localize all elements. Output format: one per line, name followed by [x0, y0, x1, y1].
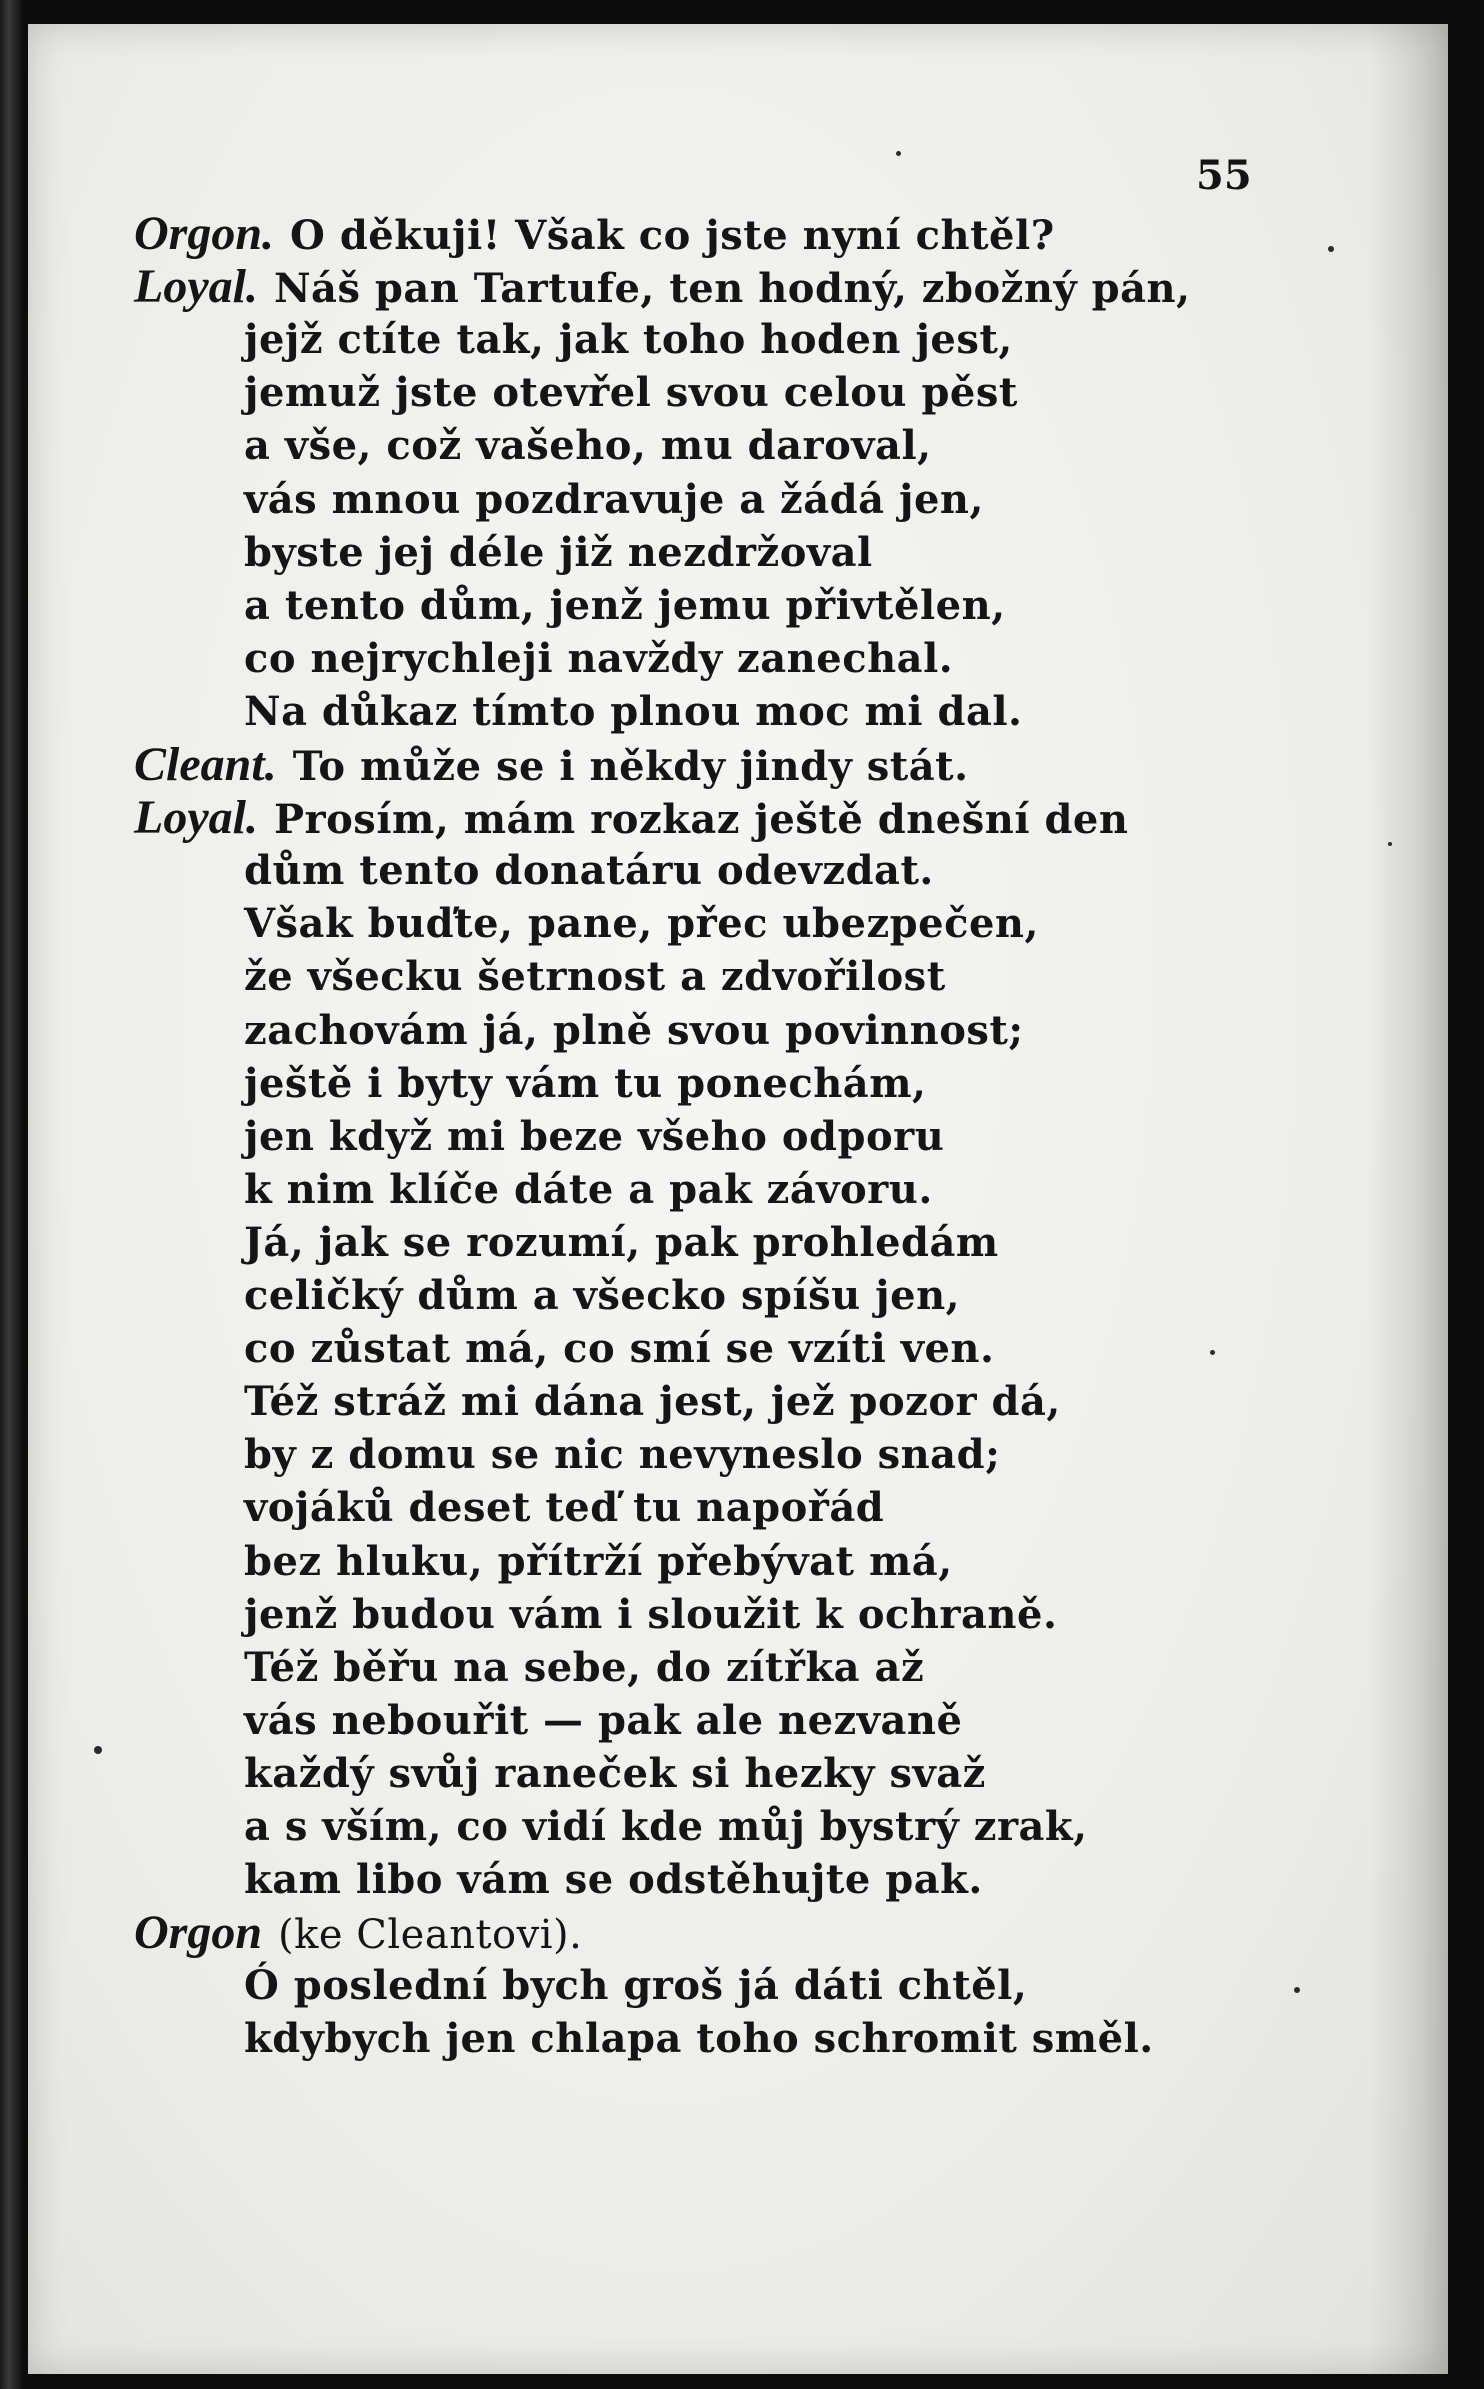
play-text — [28, 24, 1448, 2124]
verse-text: Též běřu na sebe, do zítřka až — [244, 1643, 925, 1691]
verse-line — [244, 369, 1018, 417]
verse-line — [244, 1538, 953, 1586]
verse-text: jen když mi beze všeho odporu — [244, 1112, 945, 1160]
verse-line — [244, 1644, 924, 1692]
verse-line — [244, 1856, 983, 1904]
print-speck — [896, 151, 901, 156]
verse-line — [134, 791, 1129, 845]
verse-text: Náš pan Tartufe, ten hodný, zbožný pán, — [273, 265, 1191, 313]
verse-text: To může se i někdy jindy stát. — [292, 743, 969, 790]
verse-line — [134, 1906, 583, 1960]
speaker-name: Loyal. — [134, 260, 258, 314]
verse-line — [244, 1219, 999, 1267]
verse-line — [244, 635, 953, 683]
verse-text: co nejrychleji navždy zanechal. — [244, 634, 954, 682]
verse-line — [244, 1272, 960, 1320]
speaker-name: Cleant. — [134, 738, 277, 791]
verse-text: Na důkaz tímto plnou moc mi dal. — [244, 687, 1023, 735]
page-number: 55 — [1196, 152, 1252, 199]
verse-line — [244, 1697, 962, 1745]
verse-text: Však buďte, pane, přec ubezpečen, — [244, 900, 1039, 948]
verse-line — [244, 476, 984, 524]
verse-text: bez hluku, přítrží přebývat má, — [244, 1537, 953, 1585]
verse-line — [244, 1484, 884, 1532]
verse-text: že všecku šetrnost a zdvořilost — [244, 953, 946, 1001]
speaker-name: Loyal. — [134, 791, 258, 845]
verse-line — [244, 847, 934, 895]
verse-line — [134, 260, 1191, 314]
verse-text: a tento dům, jenž jemu přivtělen, — [244, 581, 1006, 629]
verse-line — [244, 316, 1013, 364]
verse-line — [134, 738, 969, 791]
verse-line — [244, 1325, 994, 1373]
verse-text: Též stráž mi dána jest, jež pozor dá, — [244, 1378, 1061, 1426]
verse-line — [244, 688, 1022, 736]
verse-line — [244, 953, 946, 1001]
verse-line — [244, 1166, 933, 1214]
verse-text: a s vším, co vidí kde můj bystrý zrak, — [244, 1803, 1088, 1850]
verse-line — [244, 1803, 1088, 1851]
verse-line — [244, 2015, 1154, 2063]
verse-line — [244, 1962, 1027, 2010]
verse-text: byste jej déle již nezdržoval — [244, 528, 873, 576]
print-speck — [94, 1746, 102, 1754]
book-page — [28, 24, 1448, 2374]
verse-line — [244, 1591, 1057, 1639]
verse-text: kdybych jen chlapa toho schromit směl. — [244, 2015, 1154, 2063]
verse-text: Ó poslední bych groš já dáti chtěl, — [244, 1962, 1028, 2010]
verse-line — [244, 1060, 926, 1108]
verse-text: kam libo vám se odstěhujte pak. — [244, 1856, 983, 1904]
verse-line — [244, 529, 873, 577]
verse-line — [244, 1431, 1000, 1479]
previous-page-edge — [0, 0, 22, 2389]
verse-text: vojáků deset teď tu napořád — [244, 1484, 885, 1532]
print-speck — [1294, 1987, 1300, 1993]
print-speck — [1328, 246, 1334, 252]
verse-text: jejž ctíte tak, jak toho hoden jest, — [244, 316, 1013, 364]
verse-line — [244, 1750, 986, 1798]
stage-direction: (ke Cleantovi). — [278, 1912, 583, 1959]
print-speck — [1210, 1350, 1215, 1355]
verse-text: Prosím, mám rozkaz ještě dnešní den — [273, 796, 1129, 844]
verse-text: zachovám já, plně svou povinnost; — [244, 1006, 1024, 1054]
verse-text: co zůstat má, co smí se vzíti ven. — [244, 1325, 995, 1373]
verse-text: a vše, což vašeho, mu daroval, — [244, 422, 932, 470]
verse-text: jenž budou vám i sloužit k ochraně. — [244, 1590, 1058, 1638]
verse-line — [134, 207, 1055, 260]
verse-text: Já, jak se rozumí, pak prohledám — [244, 1218, 999, 1266]
verse-text: vás nebouřit — pak ale nezvaně — [244, 1696, 963, 1744]
verse-text: vás mnou pozdravuje a žádá jen, — [244, 475, 984, 523]
print-speck — [1388, 842, 1392, 846]
verse-line — [244, 582, 1006, 630]
verse-text: ještě i byty vám tu ponechám, — [244, 1059, 927, 1107]
verse-text: k nim klíče dáte a pak závoru. — [244, 1165, 933, 1213]
verse-text: jemuž jste otevřel svou celou pěst — [244, 369, 1018, 417]
verse-line — [244, 900, 1039, 948]
verse-line — [244, 1113, 944, 1161]
speaker-name: Orgon. — [134, 207, 275, 260]
verse-line — [244, 422, 932, 470]
verse-line — [244, 1007, 1024, 1055]
verse-text: O děkuji! Však co jste nyní chtěl? — [290, 212, 1055, 259]
verse-line — [244, 1378, 1061, 1426]
verse-text: celičký dům a všecko spíšu jen, — [244, 1272, 961, 1319]
verse-text: by z domu se nic nevyneslo snad; — [244, 1431, 1001, 1479]
verse-text: každý svůj raneček si hezky svaž — [244, 1749, 986, 1797]
verse-text: dům tento donatáru odevzdat. — [244, 847, 934, 895]
speaker-name: Orgon — [134, 1906, 263, 1960]
